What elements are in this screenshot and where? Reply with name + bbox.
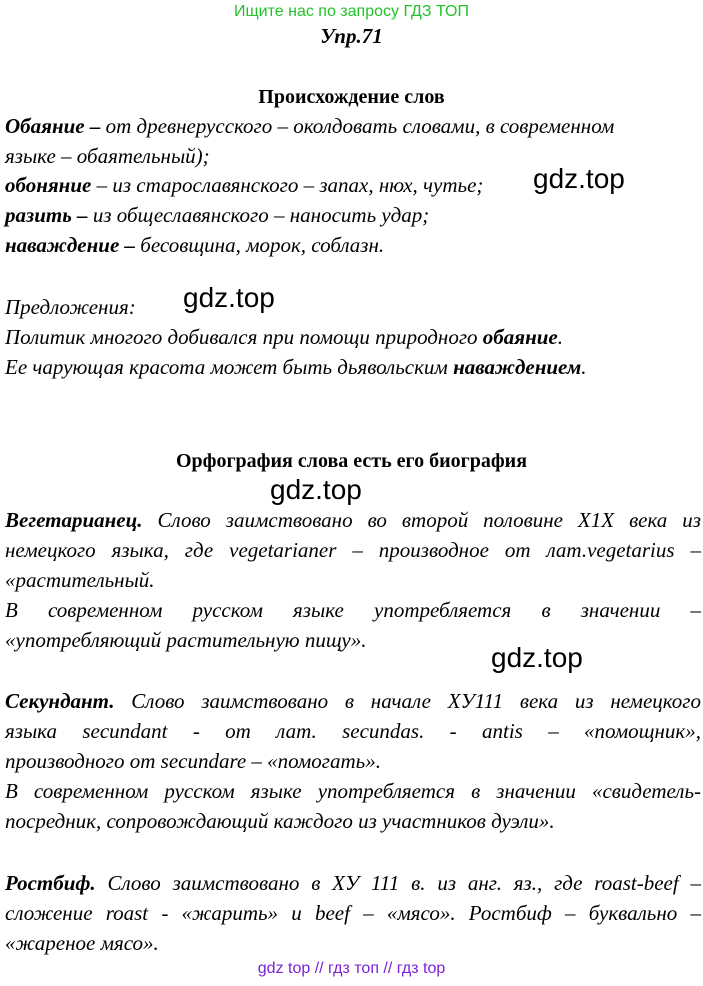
entry-term: Ростбиф. (5, 871, 96, 895)
entry-text: бесовщина, морок, соблазн. (135, 233, 385, 257)
entry-text: Слово заимствовано в начале ХУ111 века из немецкого (114, 689, 701, 713)
sentence-1 (5, 325, 563, 350)
sentence-highlight: наваждением (453, 355, 582, 379)
entry-obonyanie (5, 173, 483, 198)
second-line-3: производного от secundare – «помогать». (5, 749, 381, 773)
entry-text: Слово заимствовано в ХУ 111 в. из анг. яз., где roast-beef – (95, 871, 701, 895)
vegetarian-line-5: «употребляющий растительную пищу». (5, 628, 367, 652)
section-heading-origins: Происхождение слов (258, 86, 445, 108)
rostbif-line-1 (5, 871, 701, 896)
entry-text: от древнерусского – околдовать словами, в современном (100, 114, 615, 138)
vegetarian-line-2: немецкого языка, где vegetarianer – производное от лат.vegetarius – (5, 538, 701, 562)
entry-term: Секундант. (5, 689, 115, 713)
entry-term: Обаяние – (5, 114, 101, 138)
exercise-title: Упр.71 (320, 24, 383, 48)
entry-text: языке – обаятельный); (5, 144, 210, 168)
sentence-text: Политик многого добивался при помощи природного (5, 325, 483, 349)
sentence-2 (5, 355, 586, 380)
watermark: gdz.top (183, 282, 275, 313)
vegetarian-line-3: «растительный. (5, 568, 155, 592)
second-line-1 (5, 689, 701, 714)
entry-term: обоняние (5, 173, 92, 197)
vegetarian-line-1 (5, 508, 701, 533)
sentences-label: Предложения: (5, 295, 136, 319)
entry-obayanie (5, 114, 614, 139)
entry-obayanie-cont (5, 144, 210, 169)
watermark: gdz.top (270, 474, 362, 505)
entry-navazhdenie (5, 233, 384, 258)
section-heading-orthography: Орфография слова есть его биография (175, 450, 528, 472)
second-line-2: языка secundant - от лат. secundas. - antis – «помощник», (5, 719, 701, 743)
entry-term: наваждение – (5, 233, 136, 257)
entry-text: из общеславянского – наносить удар; (87, 203, 430, 227)
sentence-text: Ее чарующая красота может быть дьявольским (5, 355, 454, 379)
entry-razit (5, 203, 429, 228)
second-line-5: посредник, сопровождающий каждого из участников дуэли». (5, 809, 555, 833)
sentence-end: . (581, 355, 587, 379)
rostbif-line-3: «жареное мясо». (5, 931, 159, 955)
sentence-highlight: обаяние (482, 325, 558, 349)
vegetarian-line-4: В современном русском языке употребляется в значении – (5, 598, 701, 622)
top-banner: Ищите нас по запросу ГДЗ ТОП (234, 3, 469, 20)
entry-text: – из старославянского – запах, нюх, чутье; (91, 173, 484, 197)
footer: gdz top // гдз топ // гдз top (257, 960, 446, 977)
entry-term: Вегетарианец. (5, 508, 143, 532)
sentence-end: . (557, 325, 563, 349)
entry-term: разить – (5, 203, 88, 227)
watermark: gdz.top (533, 163, 625, 194)
second-line-4: В современном русском языке употребляется в значении «свидетель- (5, 779, 701, 803)
rostbif-line-2: сложение roast - «жарить» и beef – «мясо». Ростбиф – буквально – (5, 901, 701, 925)
watermark: gdz.top (491, 642, 583, 673)
entry-text: Слово заимствовано во второй половине X1X века из (142, 508, 701, 532)
